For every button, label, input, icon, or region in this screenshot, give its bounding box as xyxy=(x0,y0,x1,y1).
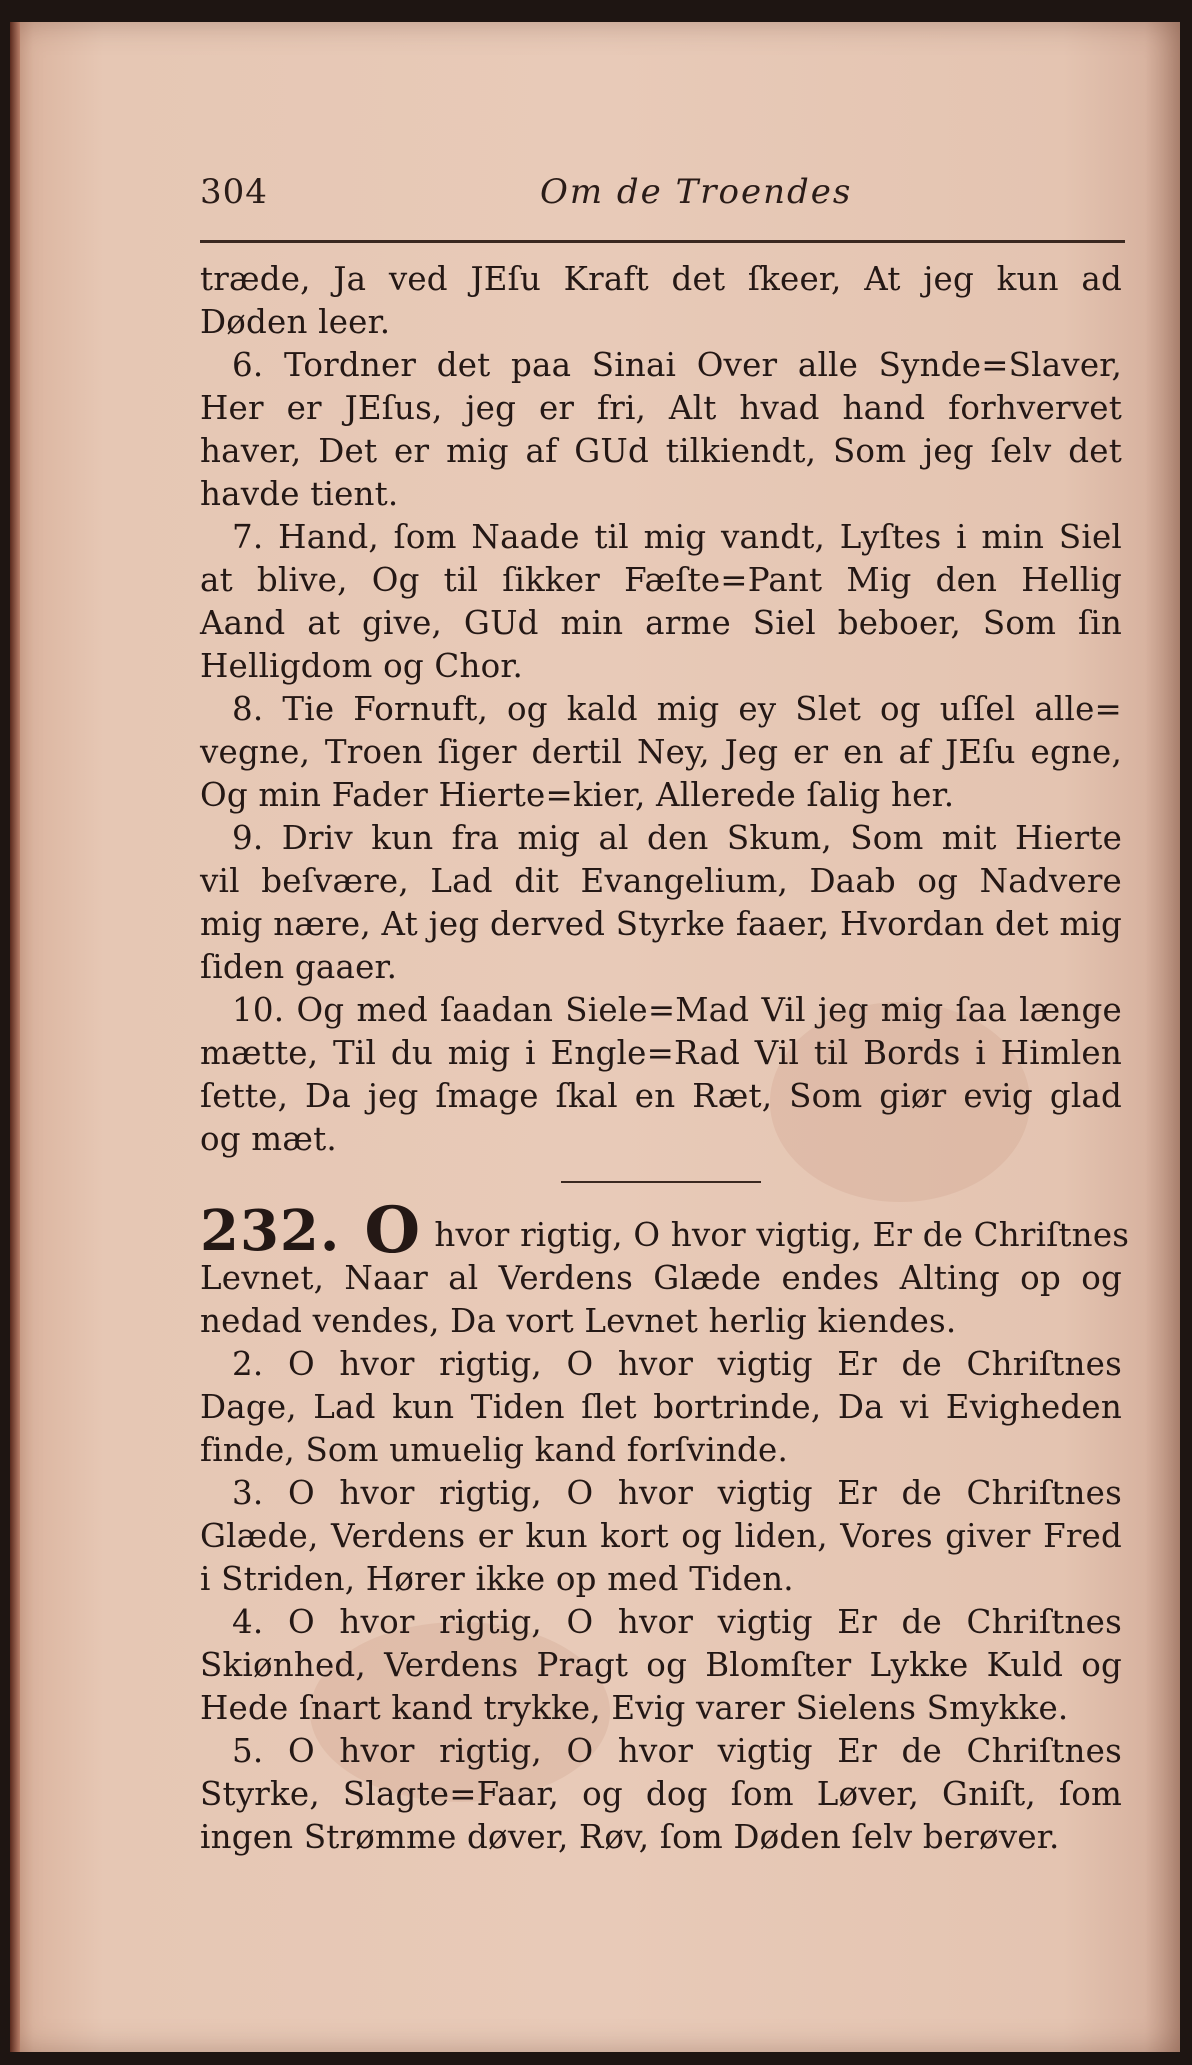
hymn-continuation xyxy=(200,258,1122,1161)
text-line: ſette, Da jeg ſmage ſkal en Ræt, Som giør evig glad xyxy=(200,1077,1122,1115)
hymn-first-line-text: hvor rigtig, O hvor vigtig, Er de Chriſtnes xyxy=(434,1216,1130,1254)
text-line: haver, Det er mig af GUd tilkiendt, Som jeg ſelv det xyxy=(200,432,1122,470)
running-title: Om de Troendes xyxy=(540,172,853,212)
text-line: ingen Strømme døver, Røv, ſom Døden ſelv berøver. xyxy=(200,1818,1060,1856)
text-line: vil beſvære, Lad dit Evangelium, Daab og Nadvere xyxy=(200,862,1122,900)
verse-start-line: 2. O hvor rigtig, O hvor vigtig Er de Chriſtnes xyxy=(232,1345,1122,1383)
text-line: Hede ſnart kand trykke, Evig varer Sielens Smykke. xyxy=(200,1689,1069,1727)
text-line: finde, Som umuelig kand forſvinde. xyxy=(200,1431,789,1469)
text-line: Døden leer. xyxy=(200,303,391,341)
text-line: Glæde, Verdens er kun kort og liden, Vores giver Fred xyxy=(200,1517,1122,1555)
verse-start-line: 4. O hvor rigtig, O hvor vigtig Er de Chriſtnes xyxy=(232,1603,1122,1641)
text-line: Aand at give, GUd min arme Siel beboer, Som ſin xyxy=(200,604,1122,642)
drop-initial: O xyxy=(364,1193,421,1268)
text-line: Skiønhed, Verdens Pragt og Blomſter Lykke Kuld og xyxy=(200,1646,1122,1684)
text-line: vegne, Troen ſiger dertil Ney, Jeg er en af JEſu egne, xyxy=(200,733,1122,771)
hymn-232 xyxy=(200,1193,1130,1859)
hymn-first-line xyxy=(200,1193,1130,1268)
text-line: træde, Ja ved JEſu Kraft det ſkeer, At jeg kun ad xyxy=(200,260,1122,298)
text-line: havde tient. xyxy=(200,475,399,513)
text-line: Dage, Lad kun Tiden ſlet bortrinde, Da vi Evigheden xyxy=(200,1388,1122,1426)
text-line: i Striden, Hører ikke op med Tiden. xyxy=(200,1560,794,1598)
page-edge xyxy=(10,22,20,2052)
verse-start-line: 6. Tordner det paa Sinai Over alle Synde=Slaver, xyxy=(232,346,1122,384)
text-line: Her er JEſus, jeg er fri, Alt hvad hand forhvervet xyxy=(200,389,1122,427)
text-line: Levnet, Naar al Verdens Glæde endes Alting op og xyxy=(200,1259,1122,1297)
text-line: nedad vendes, Da vort Levnet herlig kiendes. xyxy=(200,1302,957,1340)
hymn-number: 232. xyxy=(200,1198,341,1264)
page-number: 304 xyxy=(200,172,268,212)
text-line: og mæt. xyxy=(200,1120,337,1158)
header-rule xyxy=(200,240,1125,243)
text-line: mætte, Til du mig i Engle=Rad Vil til Bords i Himlen xyxy=(200,1034,1122,1072)
verse-start-line: 9. Driv kun fra mig al den Skum, Som mit Hierte xyxy=(232,819,1122,857)
text-line: mig nære, At jeg derved Styrke faaer, Hvordan det mig xyxy=(200,905,1122,943)
text-line: ſiden gaaer. xyxy=(200,948,398,986)
text-line: Og min Fader Hierte=kier, Allerede ſalig her. xyxy=(200,776,955,814)
page-header xyxy=(200,172,1120,222)
verse-start-line: 7. Hand, ſom Naade til mig vandt, Lyſtes i min Siel xyxy=(232,518,1122,556)
section-separator xyxy=(561,1181,761,1183)
text-line: at blive, Og til ſikker Fæſte=Pant Mig den Hellig xyxy=(200,561,1122,599)
verse-start-line: 8. Tie Fornuft, og kald mig ey Slet og uſſel alle= xyxy=(232,690,1122,728)
page-body xyxy=(200,258,1130,1859)
text-line: Helligdom og Chor. xyxy=(200,647,524,685)
verse-start-line: 5. O hvor rigtig, O hvor vigtig Er de Chriſtnes xyxy=(232,1732,1122,1770)
verse-start-line: 10. Og med ſaadan Siele=Mad Vil jeg mig ſaa længe xyxy=(232,991,1122,1029)
verse-start-line: 3. O hvor rigtig, O hvor vigtig Er de Chriſtnes xyxy=(232,1474,1122,1512)
text-line: Styrke, Slagte=Faar, og dog ſom Løver, Gniſt, ſom xyxy=(200,1775,1122,1813)
